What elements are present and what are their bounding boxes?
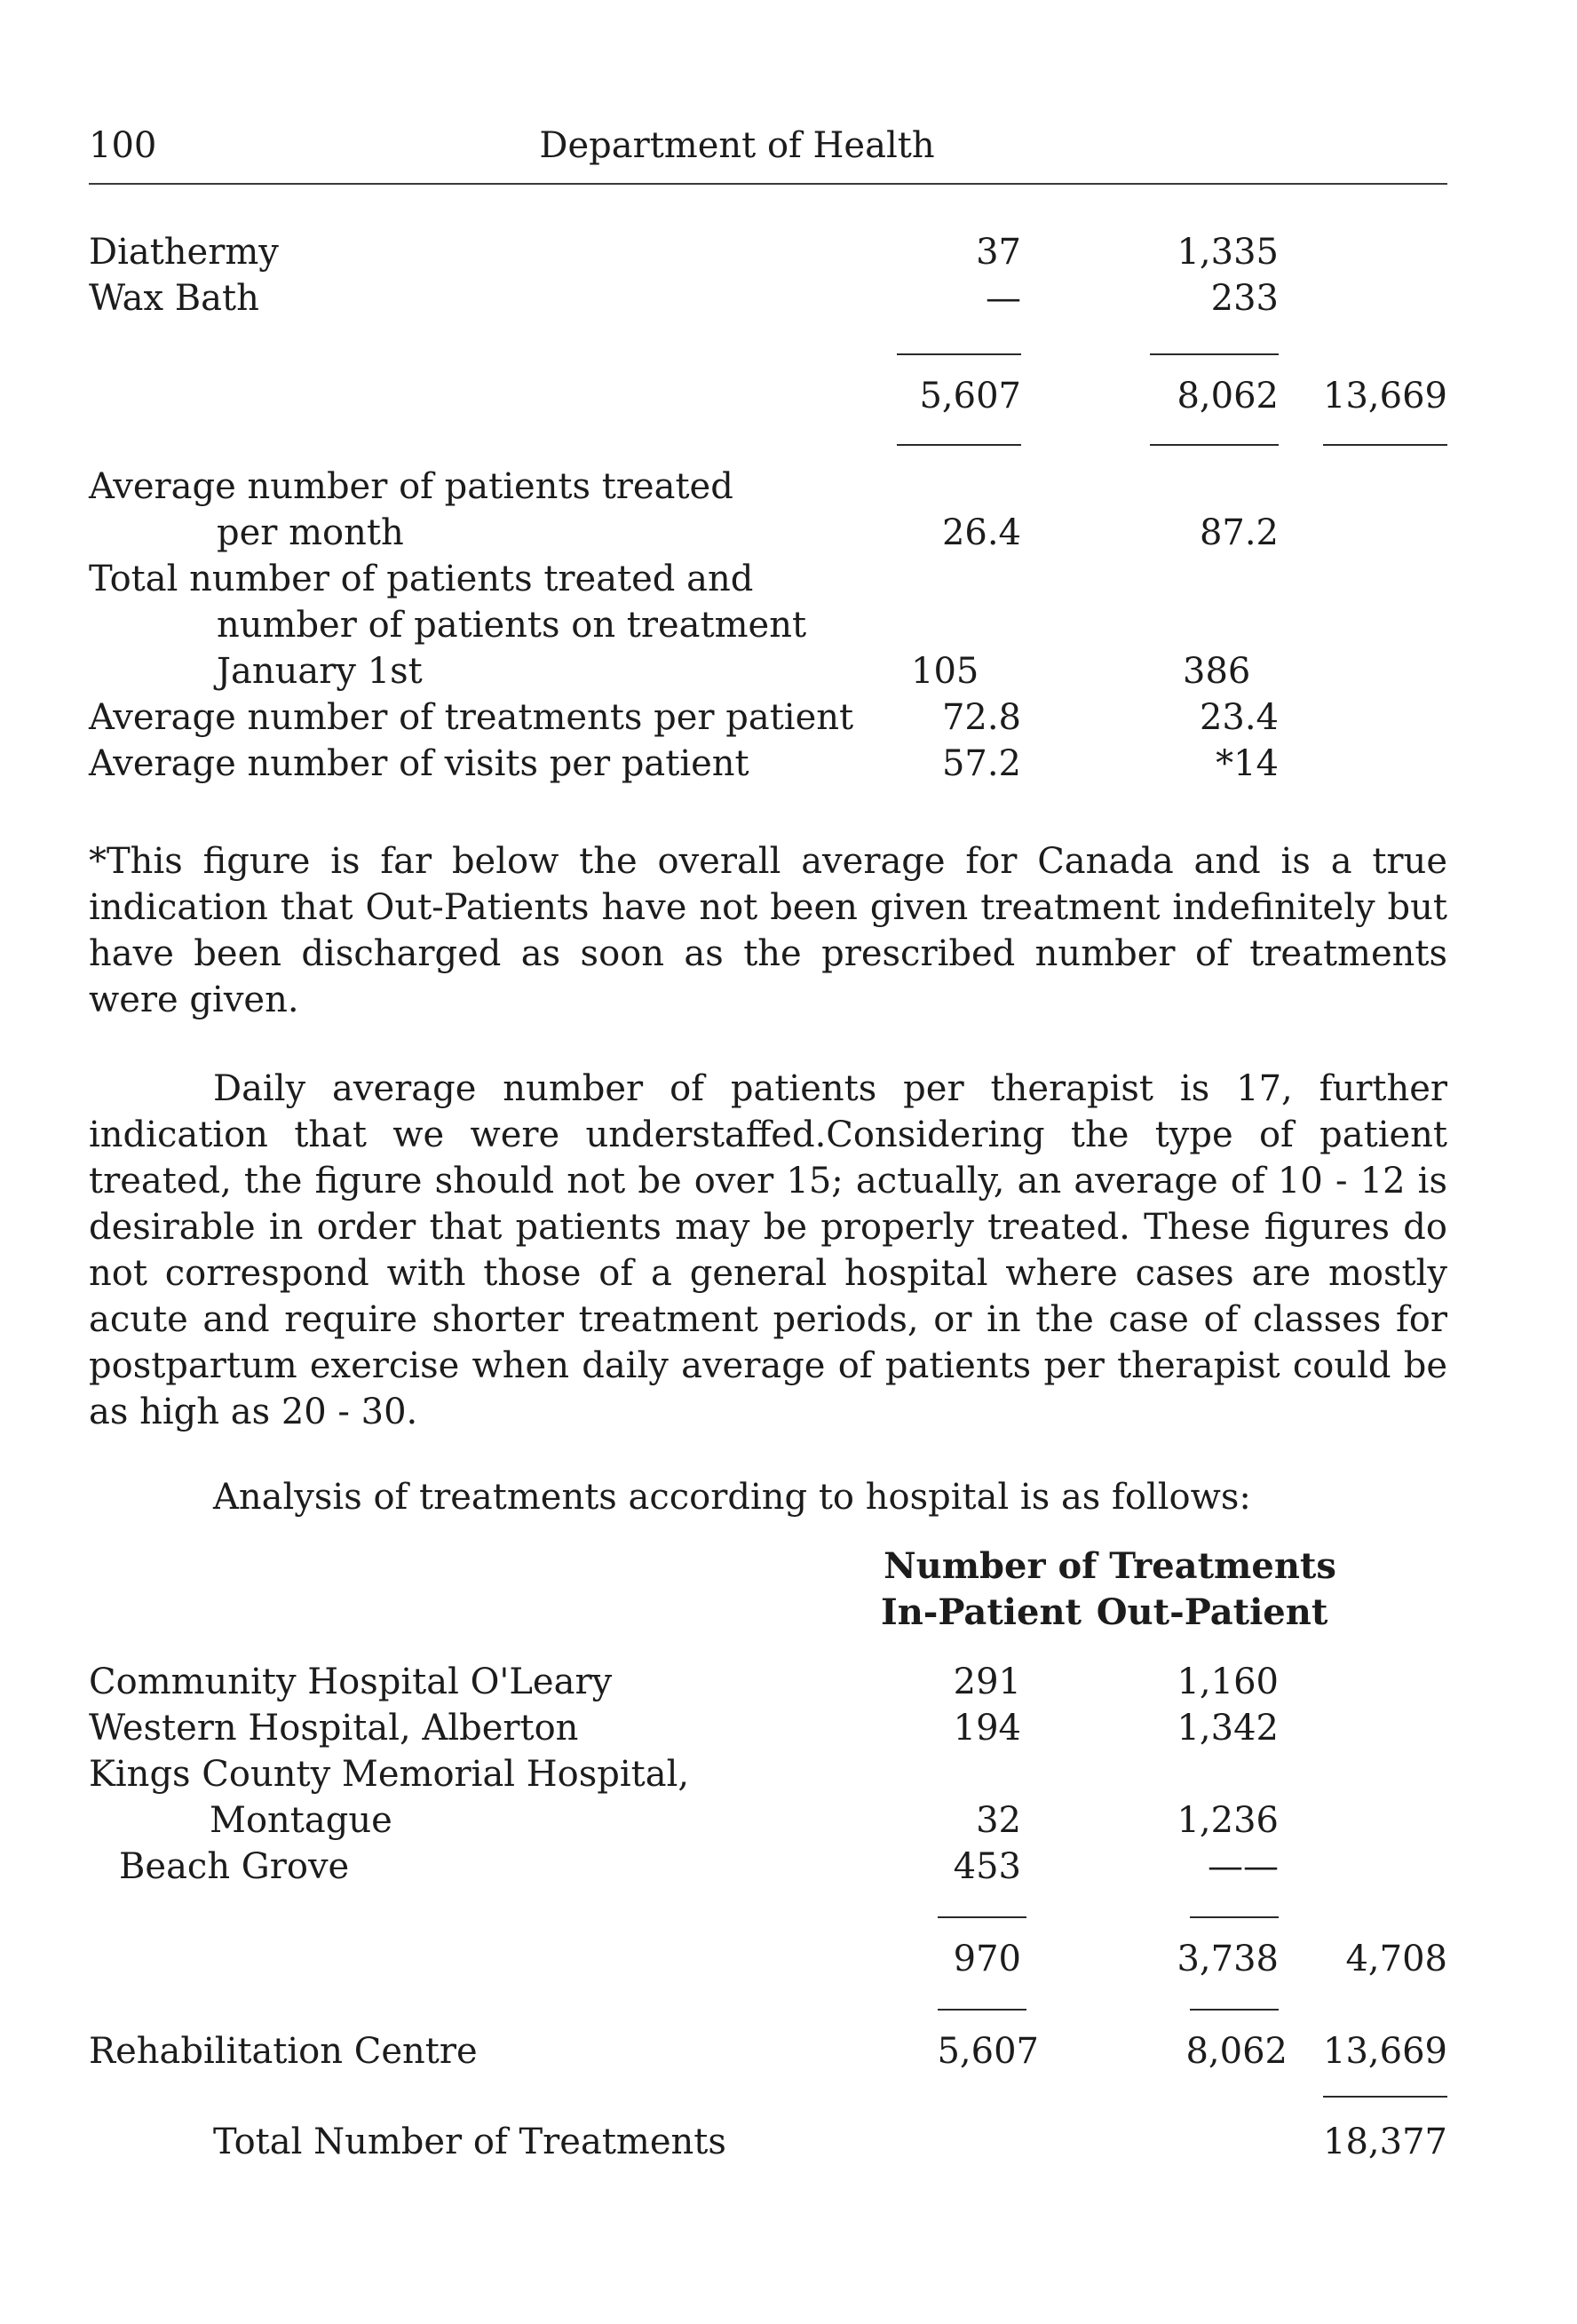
- staffing-text: Daily average number of patients per therapist is 17, further indication that we were understaffed.Considering the type of patient treated, the figure should not be over 15; actually, an average of 10 - 12 is desirable in order that patients may be properly treated. These figures do not correspond with those of a general hospital where cases are mostly acute and require shorter treatment periods, or in the case of classes for postpartum exercise when daily average of patients per therapist could be as high as 20 - 30.: [89, 1068, 1447, 1432]
- total-rule: [1150, 444, 1279, 446]
- row-label-diathermy: Diathermy: [89, 232, 279, 273]
- value-out: *14: [1216, 743, 1279, 784]
- grand-total-rule: [1323, 2096, 1447, 2098]
- total-combined: 13,669: [1323, 376, 1447, 416]
- column-header-in-patient: In-Patient: [881, 1591, 1082, 1633]
- value-in: 291: [953, 1662, 1021, 1702]
- value-out: ——: [1208, 1846, 1279, 1887]
- column-header-out-patient: Out-Patient: [1096, 1591, 1328, 1633]
- staffing-paragraph: [89, 1066, 1447, 1435]
- rehab-in: 5,607: [937, 2031, 1039, 2072]
- grand-total-label: Total Number of Treatments: [213, 2122, 726, 2162]
- value-out: 1,236: [1177, 1800, 1279, 1841]
- value-in: 57.2: [941, 743, 1021, 784]
- header-rule: [89, 183, 1447, 185]
- stat-label: number of patients on treatment: [217, 605, 807, 646]
- value-in: 194: [953, 1708, 1021, 1749]
- hospital-label: Community Hospital O'Leary: [89, 1662, 613, 1702]
- value-in: 453: [953, 1846, 1021, 1887]
- subtotal-rule: [938, 1916, 1026, 1918]
- value-out: 1,335: [1177, 232, 1279, 273]
- footnote-paragraph: [89, 838, 1447, 1023]
- subtotal-rule: [1190, 1916, 1279, 1918]
- total-out: 8,062: [1177, 376, 1279, 416]
- value-in: —: [986, 278, 1021, 319]
- value-out: 233: [1210, 278, 1279, 319]
- grand-total-value: 18,377: [1323, 2122, 1447, 2162]
- subtotal-out: 3,738: [1177, 1939, 1279, 1979]
- stat-label: Average number of patients treated: [89, 466, 733, 507]
- total-rule: [897, 444, 1021, 446]
- row-label-wax-bath: Wax Bath: [89, 278, 259, 319]
- value-in: 105: [911, 651, 979, 692]
- page-number: 100: [89, 125, 157, 166]
- running-title: Department of Health: [539, 125, 935, 166]
- subtotal-rule: [1150, 353, 1279, 355]
- total-rule: [1323, 444, 1447, 446]
- value-out: 23.4: [1199, 697, 1279, 738]
- subtotal-rule: [897, 353, 1021, 355]
- value-in: 37: [976, 232, 1021, 273]
- value-in: 32: [976, 1800, 1021, 1841]
- value-out: 1,160: [1177, 1662, 1279, 1702]
- value-out: 87.2: [1199, 512, 1279, 553]
- rehab-combined: 13,669: [1323, 2031, 1447, 2072]
- subtotal-combined: 4,708: [1345, 1939, 1447, 1979]
- analysis-intro: Analysis of treatments according to hospital is as follows:: [213, 1477, 1251, 1518]
- hospital-label: Kings County Memorial Hospital,: [89, 1754, 690, 1795]
- value-in: 72.8: [941, 697, 1021, 738]
- total-in: 5,607: [919, 376, 1021, 416]
- stat-label: Total number of patients treated and: [89, 559, 754, 599]
- rehab-label: Rehabilitation Centre: [89, 2031, 478, 2072]
- subtotal-rule: [938, 2009, 1026, 2011]
- value-out: 1,342: [1177, 1708, 1279, 1749]
- hospital-label: Montague: [210, 1800, 392, 1841]
- footnote-text: *This figure is far below the overall average for Canada and is a true indication that Out-Patients have not been given treatment indefinitely but have been discharged as soon as the prescribed number of treatments were given.: [89, 841, 1447, 1020]
- value-out: 386: [1183, 651, 1251, 692]
- table-heading: Number of Treatments: [884, 1545, 1336, 1587]
- stat-label: Average number of visits per patient: [89, 743, 749, 784]
- stat-label: per month: [217, 512, 404, 553]
- value-in: 26.4: [941, 512, 1021, 553]
- stat-label: January 1st: [217, 651, 423, 692]
- hospital-label: Beach Grove: [119, 1846, 350, 1887]
- subtotal-rule: [1190, 2009, 1279, 2011]
- hospital-label: Western Hospital, Alberton: [89, 1708, 579, 1749]
- subtotal-in: 970: [953, 1939, 1021, 1979]
- stat-label: Average number of treatments per patient: [89, 697, 854, 738]
- rehab-out: 8,062: [1185, 2031, 1288, 2072]
